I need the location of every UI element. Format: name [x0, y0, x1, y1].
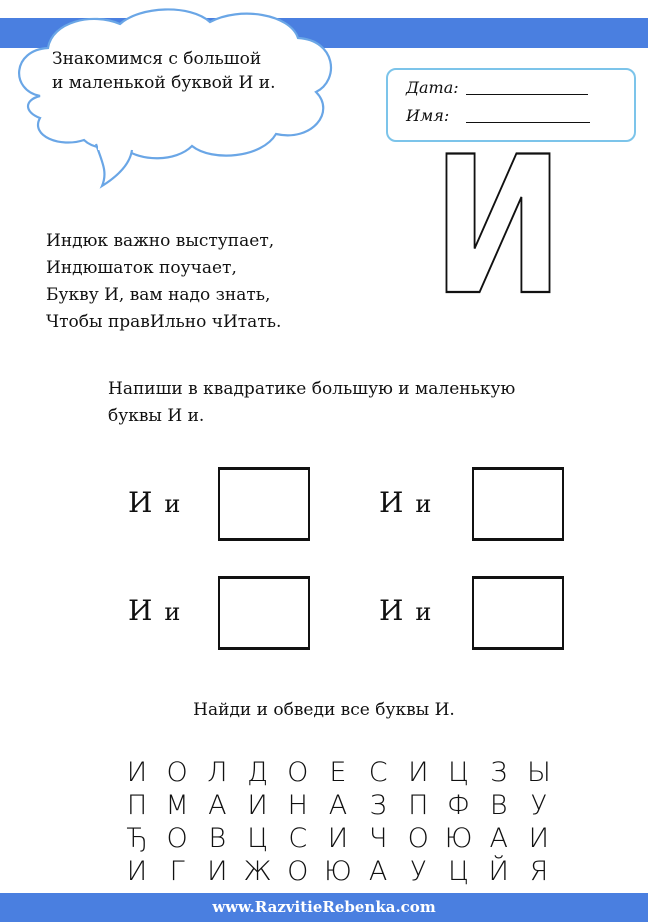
grid-letter[interactable]: Ю — [444, 823, 473, 854]
grid-letter[interactable]: Ж — [243, 856, 272, 887]
writing-task-line-1: Напиши в квадратике большую и маленькую — [108, 379, 516, 399]
grid-letter[interactable]: И — [408, 757, 429, 788]
grid-letter[interactable]: П — [126, 790, 148, 821]
date-field[interactable] — [466, 94, 588, 95]
letter-upper: И — [128, 594, 153, 627]
grid-letter[interactable]: Г — [169, 856, 185, 887]
grid-letter[interactable]: С — [288, 823, 308, 854]
letter-lower: и — [164, 490, 181, 518]
grid-letter[interactable]: О — [287, 757, 309, 788]
big-letter-outline — [428, 116, 568, 337]
poem-line-2: Индюшаток поучает, — [46, 258, 237, 278]
letter-grid-row — [118, 756, 558, 789]
write-box-3[interactable] — [218, 576, 310, 650]
letter-grid-row — [118, 789, 558, 822]
letter-pair-1 — [128, 486, 180, 519]
poem-line-1: Индюк важно выступает, — [46, 231, 275, 251]
grid-letter[interactable]: Ц — [247, 823, 269, 854]
date-label: Дата: — [406, 78, 459, 97]
write-box-2[interactable] — [472, 467, 564, 541]
grid-letter[interactable]: А — [489, 823, 508, 854]
grid-letter[interactable]: О — [166, 823, 188, 854]
find-task: Найди и обведи все буквы И. — [193, 700, 455, 720]
speech-cloud — [0, 0, 360, 200]
grid-letter[interactable]: Ч — [368, 823, 388, 854]
grid-letter[interactable]: Ю — [324, 856, 352, 887]
grid-letter[interactable]: З — [369, 790, 387, 821]
grid-letter[interactable]: О — [407, 823, 429, 854]
grid-letter[interactable]: А — [328, 790, 348, 821]
grid-letter[interactable]: У — [410, 856, 427, 887]
grid-letter[interactable]: Ђ — [126, 823, 148, 854]
writing-task — [108, 376, 515, 430]
letter-lower: и — [164, 598, 181, 626]
grid-letter[interactable]: Н — [287, 790, 308, 821]
grid-letter[interactable]: Ц — [448, 757, 469, 788]
write-box-4[interactable] — [472, 576, 564, 650]
intro-text — [52, 47, 276, 95]
poem-line-4: Чтобы правИльно чИтать. — [46, 312, 282, 332]
name-label: Имя: — [406, 106, 450, 125]
write-box-1[interactable] — [218, 467, 310, 541]
grid-letter[interactable]: И — [528, 823, 550, 854]
grid-letter[interactable]: Л — [207, 757, 228, 788]
letter-pair-3 — [128, 594, 180, 627]
letter-pair-2 — [379, 486, 431, 519]
poem-line-3: Букву И, вам надо знать, — [46, 285, 271, 305]
grid-letter[interactable]: Ы — [526, 757, 551, 788]
letter-upper: И — [128, 486, 153, 519]
grid-letter[interactable]: И — [327, 823, 349, 854]
letter-upper: И — [379, 486, 404, 519]
grid-letter[interactable]: С — [368, 757, 388, 788]
letter-grid-row — [118, 822, 558, 855]
writing-task-line-2: буквы И и. — [108, 406, 205, 426]
grid-letter[interactable]: З — [490, 757, 508, 788]
grid-letter[interactable]: О — [287, 856, 309, 887]
grid-letter[interactable]: Ф — [446, 790, 471, 821]
intro-line-2: и маленькой буквой И и. — [52, 73, 276, 93]
letter-upper: И — [379, 594, 404, 627]
grid-letter[interactable]: Е — [329, 757, 347, 788]
letter-lower: и — [415, 598, 432, 626]
grid-letter[interactable]: Ц — [448, 856, 469, 887]
poem — [46, 228, 281, 336]
grid-letter[interactable]: И — [126, 757, 148, 788]
letter-grid-row — [118, 855, 558, 888]
grid-letter[interactable]: М — [165, 790, 189, 821]
grid-letter[interactable]: В — [208, 823, 227, 854]
grid-letter[interactable]: У — [530, 790, 548, 821]
intro-line-1: Знакомимся с большой — [52, 49, 262, 69]
grid-letter[interactable]: Й — [488, 856, 509, 887]
grid-letter[interactable]: Я — [529, 856, 549, 887]
grid-letter[interactable]: О — [166, 757, 188, 788]
grid-letter[interactable]: Д — [247, 757, 269, 788]
grid-letter[interactable]: А — [368, 856, 388, 887]
letter-pair-4 — [379, 594, 431, 627]
grid-letter[interactable]: П — [408, 790, 429, 821]
grid-letter[interactable]: В — [489, 790, 508, 821]
grid-letter[interactable]: И — [207, 856, 228, 887]
letter-grid — [118, 756, 558, 888]
letter-lower: и — [415, 490, 432, 518]
grid-letter[interactable]: И — [247, 790, 268, 821]
big-letter-glyph: И — [432, 116, 564, 337]
grid-letter[interactable]: И — [126, 856, 148, 887]
grid-letter[interactable]: А — [208, 790, 227, 821]
site-url[interactable]: www.RazvitieRebenka.com — [212, 898, 436, 916]
